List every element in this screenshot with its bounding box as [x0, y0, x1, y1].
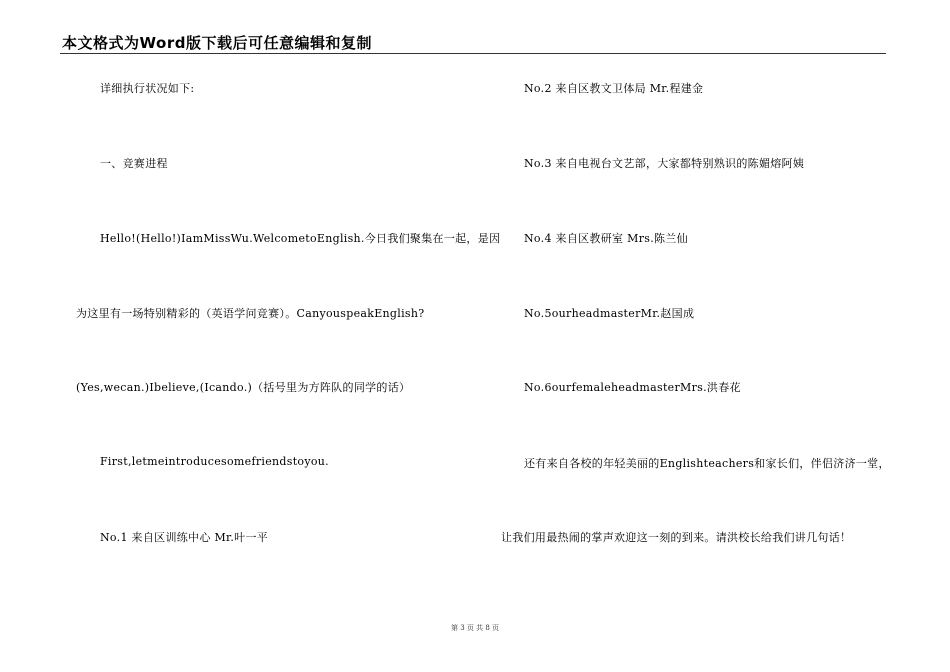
- left-line-6: First,letmeintroducesomefriendstoyou.: [100, 455, 329, 468]
- right-line-5: No.6ourfemaleheadmasterMrs.洪春花: [524, 381, 741, 394]
- right-line-2: No.3 来自电视台文艺部，大家都特别熟识的陈媚熔阿姨: [524, 157, 805, 170]
- document-header-title: 本文格式为Word版下载后可任意编辑和复制: [62, 34, 372, 52]
- page-number: 第 3 页 共 8 页: [450, 624, 500, 632]
- right-line-1: No.2 来自区教文卫体局 Mr.程建金: [524, 82, 704, 95]
- header-divider: [60, 53, 886, 54]
- right-line-4: No.5ourheadmasterMr.赵国成: [524, 307, 695, 320]
- left-line-2: 一、竞赛进程: [100, 157, 168, 170]
- left-line-3: Hello!(Hello!)IamMissWu.WelcometoEnglish.今日我们聚集在一起，是因: [100, 232, 501, 245]
- right-line-7: 让我们用最热闹的掌声欢迎这一刻的到来。请洪校长给我们讲几句话！: [501, 531, 852, 544]
- left-line-5: (Yes,wecan.)Ibelieve,(Icando.)（括号里为方阵队的同学的话）: [76, 381, 411, 394]
- left-line-1: 详细执行状况如下:: [100, 82, 195, 95]
- right-line-6: 还有来自各校的年轻美丽的Englishteachers和家长们，伴侣济济一堂，: [524, 457, 890, 470]
- left-line-4: 为这里有一场特别精彩的（英语学问竞赛）。CanyouspeakEnglish?: [76, 307, 425, 320]
- right-line-3: No.4 来自区教研室 Mrs.陈兰仙: [524, 232, 688, 245]
- left-line-7: No.1 来自区训练中心 Mr.叶一平: [100, 531, 269, 544]
